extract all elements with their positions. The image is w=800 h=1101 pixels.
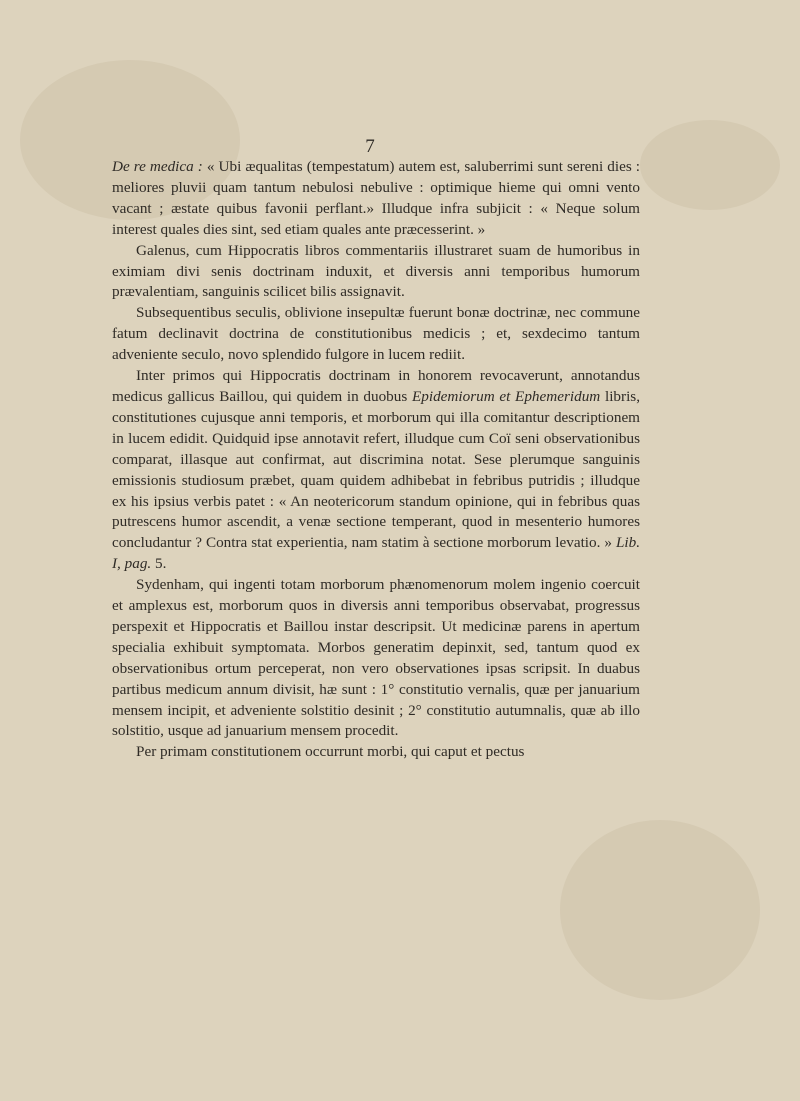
book-title: Epidemiorum et Ephemeridum [412, 387, 601, 405]
body-text [112, 157, 640, 763]
paper-stain [640, 120, 780, 210]
paragraph-5: Sydenham, qui ingenti totam morborum phænomenorum molem ingenio coercuit et amplexus est, morborum quos in diversis anni temporibus observabat, progressus perspexit et Hippocratis et Baillou instar descripsit. Ut medicinæ parens in apertum specialia exhibuit symptomata. Morbos generatim depinxit, sed, tantum quod ex observationibus ortum perceperat, non vero observationes ipsas scripsit. In duabus partibus medicum annum divisit, hæ sunt : 1° constitutio vernalis, quæ per januarium mensem incipit, et adveniente solstitio desinit ; 2° constitutio autumnalis, quæ ab illo solstitio, usque ad januarium mensem procedit. [112, 576, 640, 740]
paragraph-text: Inter primos qui Hippocratis doctrinam in honorem revocaverunt, annotandus medicus gallicus Baillou, qui quidem in duobus [112, 367, 640, 405]
paragraph-2: Galenus, cum Hippocratis libros commentariis illustraret suam de humoribus in eximiam divi senis doctrinam induxit, et diversis anni temporibus humorum prævalentiam, sanguinis scilicet bilis assignavit. [112, 241, 640, 301]
paragraph-text: « Ubi æqualitas (tempestatum) autem est, saluberrimi sunt sereni dies : meliores pluvii quam tantum nebulosi nebulive : optimique hieme qui omni vento vacant ; æstate quibus favonii perflant.» Illudque infra subjicit : « Neque solum interest quales dies sint, sed etiam quales ante præcesserint. » [112, 158, 640, 238]
paper-stain [560, 820, 760, 1000]
paragraph-6: Per primam constitutionem occurrunt morbi, qui caput et pectus [136, 743, 525, 761]
paragraph-4 [112, 366, 640, 575]
paragraph-lead: De re medica : [112, 158, 203, 175]
paragraph-text: libris, constitutiones cujusque anni temporis, et morborum qui illa comitantur descriptionem in lucem edidit. Quidquid ipse annotavit refert, illudque cum Coï seni observationibus comparat, illasque aut confirmat, aut discrimina notat. Sese plerumque sanguinis emissionis studiosum præbet, quam quidem adhibebat in febribus putridis ; illudque ex his ipsius verbis patet : « An neotericorum standum opinione, qui in febribus quas putrescens humor ascendit, a venæ sectione temperant, quod in mesenterio humores concludantur ? Contra stat experientia, nam statim à sectione morborum levatio. » [112, 387, 641, 552]
citation-page: 5. [155, 555, 167, 573]
paragraph-3: Subsequentibus seculis, oblivione insepultæ fuerunt bonæ doctrinæ, nec commune fatum declinavit doctrina de constitutionibus medicis ; et, sexdecimo tantum adveniente seculo, novo splendido fulgore in lucem rediit. [112, 304, 640, 364]
paragraph-1 [112, 157, 640, 241]
page-number: 7 [365, 136, 375, 157]
citation: Lib. I, pag. [112, 534, 640, 573]
